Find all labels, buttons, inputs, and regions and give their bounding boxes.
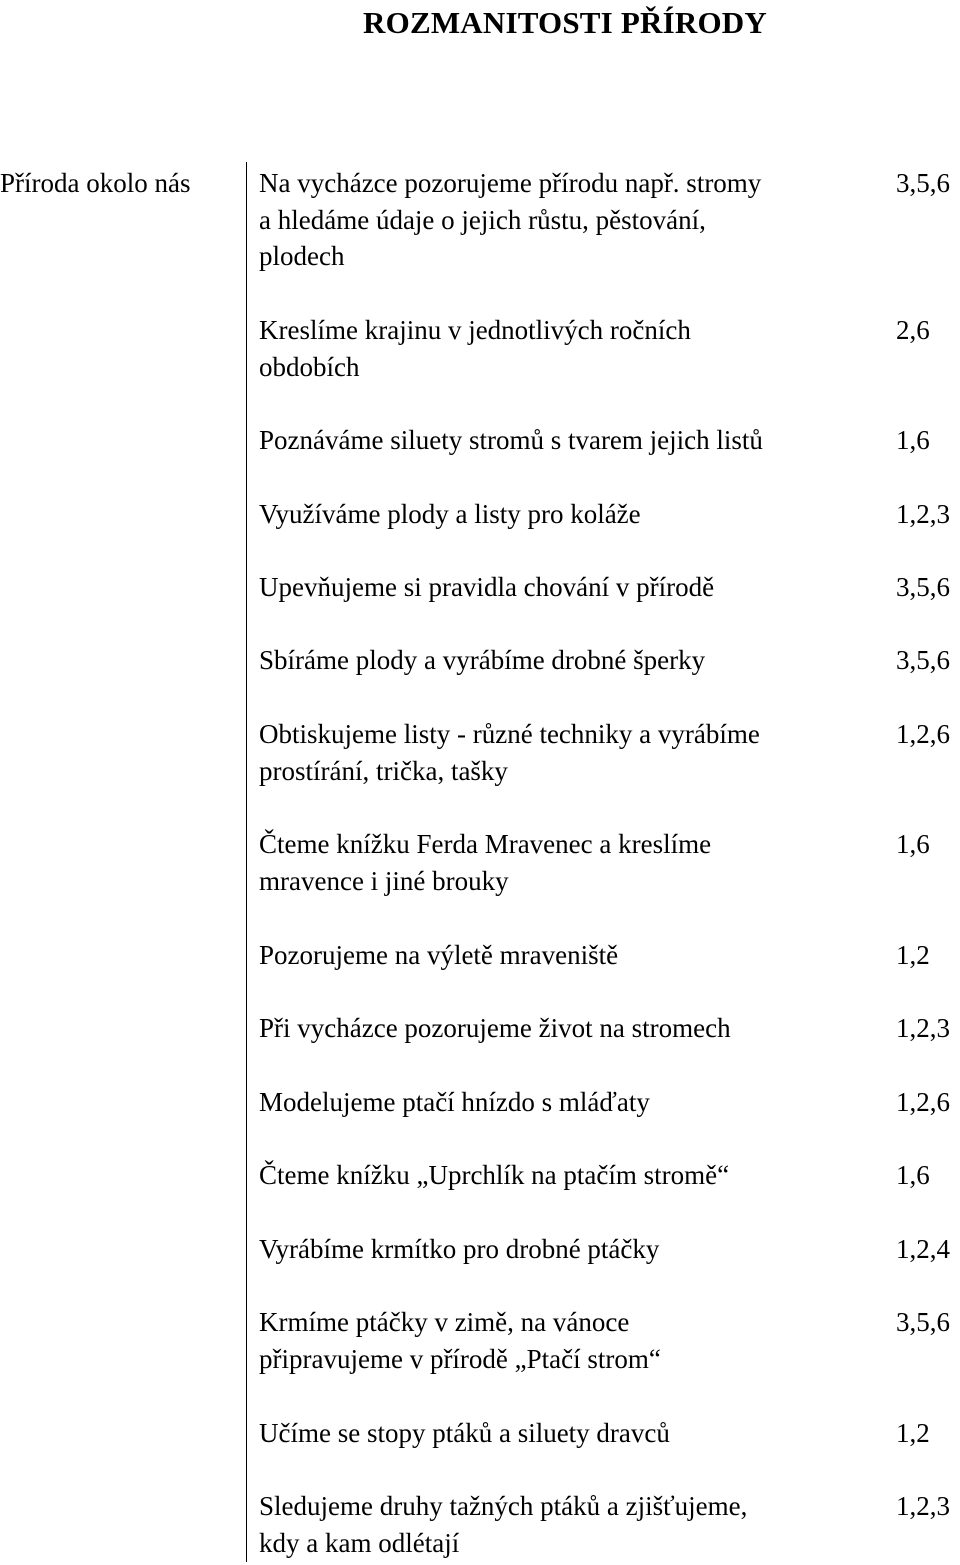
activity-line: Čteme knížku Ferda Mravenec a kreslíme bbox=[259, 829, 712, 859]
column-divider bbox=[246, 162, 247, 1562]
activity-text bbox=[259, 937, 879, 974]
activity-line: Vyrábíme krmítko pro drobné ptáčky bbox=[259, 1234, 660, 1264]
activity-line: Obtiskujeme listy - různé techniky a vyrábíme bbox=[259, 719, 760, 749]
competency-code: 3,5,6 bbox=[896, 572, 950, 602]
activity-text bbox=[259, 642, 879, 679]
competency-code: 1,2 bbox=[896, 1418, 930, 1448]
competency-code: 2,6 bbox=[896, 315, 930, 345]
activity-line: kdy a kam odlétají bbox=[259, 1527, 460, 1558]
activity-line: Sbíráme plody a vyrábíme drobné šperky bbox=[259, 645, 706, 675]
activity-line: Využíváme plody a listy pro koláže bbox=[259, 499, 641, 529]
activity-text bbox=[259, 1488, 879, 1561]
activity-text bbox=[259, 1415, 879, 1452]
activity-text bbox=[259, 1304, 879, 1377]
activity-line: plodech bbox=[259, 241, 345, 271]
competency-code: 1,6 bbox=[896, 829, 930, 859]
competency-code: 1,2,4 bbox=[896, 1234, 950, 1264]
activity-text bbox=[259, 312, 879, 385]
activity-text bbox=[259, 1084, 879, 1121]
competency-code: 1,6 bbox=[896, 425, 930, 455]
activity-text bbox=[259, 1157, 879, 1194]
activity-line: Kreslíme krajinu v jednotlivých ročních bbox=[259, 315, 691, 345]
activity-line: Krmíme ptáčky v zimě, na vánoce bbox=[259, 1307, 630, 1337]
activity-text bbox=[259, 1231, 879, 1268]
competency-code: 1,2,6 bbox=[896, 1087, 950, 1117]
page-title: ROZMANITOSTI PŘÍRODY bbox=[363, 5, 767, 40]
activity-text bbox=[259, 422, 879, 459]
activity-line: Modelujeme ptačí hnízdo s mláďaty bbox=[259, 1087, 650, 1117]
competency-code: 3,5,6 bbox=[896, 1307, 950, 1337]
activity-line: Poznáváme siluety stromů s tvarem jejich listů bbox=[259, 425, 763, 455]
competency-code: 1,2,3 bbox=[896, 499, 950, 529]
activity-line: Učíme se stopy ptáků a siluety dravců bbox=[259, 1418, 670, 1448]
activity-text bbox=[259, 716, 879, 789]
activity-line: Při vycházce pozorujeme život na stromech bbox=[259, 1013, 731, 1043]
competency-code: 1,2,3 bbox=[896, 1491, 950, 1521]
competency-code: 1,2 bbox=[896, 940, 930, 970]
activity-line: Čteme knížku „Uprchlík na ptačím stromě“ bbox=[259, 1160, 730, 1190]
activity-text bbox=[259, 826, 879, 899]
activity-line: Upevňujeme si pravidla chování v přírodě bbox=[259, 572, 715, 602]
activity-text bbox=[259, 496, 879, 533]
competency-code: 1,2,3 bbox=[896, 1013, 950, 1043]
activity-line: připravujeme v přírodě „Ptačí strom“ bbox=[259, 1343, 661, 1374]
activity-text bbox=[259, 165, 879, 275]
activity-line: mravence i jiné brouky bbox=[259, 865, 509, 896]
competency-code: 1,2,6 bbox=[896, 719, 950, 749]
activity-line: Sledujeme druhy tažných ptáků a zjišťujeme, bbox=[259, 1491, 748, 1521]
activity-text bbox=[259, 569, 879, 606]
activity-line: Pozorujeme na výletě mraveniště bbox=[259, 940, 619, 970]
category-label: Příroda okolo nás bbox=[0, 168, 191, 198]
competency-code: 1,6 bbox=[896, 1160, 930, 1190]
activity-line: a hledáme údaje o jejich růstu, pěstování, bbox=[259, 204, 706, 235]
activity-line: obdobích bbox=[259, 351, 360, 382]
activity-line: Na vycházce pozorujeme přírodu např. stromy bbox=[259, 168, 762, 198]
activity-text bbox=[259, 1010, 879, 1047]
competency-code: 3,5,6 bbox=[896, 168, 950, 198]
activity-line: prostírání, trička, tašky bbox=[259, 755, 508, 786]
competency-code: 3,5,6 bbox=[896, 645, 950, 675]
